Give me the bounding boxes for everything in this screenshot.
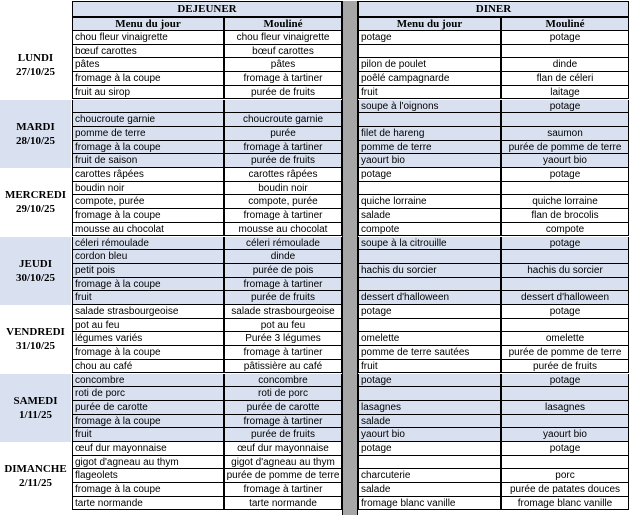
lunch-mouline-cell: purée de fruits — [224, 154, 342, 168]
dinner-menu-cell — [358, 456, 501, 470]
dinner-mouline-cell: potage — [501, 168, 629, 182]
dinner-mouline-cell — [501, 456, 629, 470]
lunch-menu-cell: bœuf carottes — [72, 45, 224, 59]
dinner-menu-cell: pomme de terre sautées — [358, 346, 501, 360]
dinner-mouline-cell: porc — [501, 469, 629, 483]
lunch-menu-cell: compote, purée — [72, 195, 224, 209]
lunch-menu-cell: fromage à la coupe — [72, 209, 224, 223]
lunch-mouline-cell: mousse au chocolat — [224, 223, 342, 237]
lunch-menu-cell: gigot d'agneau au thym — [72, 456, 224, 470]
lunch-menu-cell: pot au feu — [72, 319, 224, 333]
dinner-menu-cell: dessert d'halloween — [358, 291, 501, 305]
dinner-mouline-cell: yaourt bio — [501, 428, 629, 442]
dinner-menu-cell: yaourt bio — [358, 428, 501, 442]
dinner-mouline-cell: potage — [501, 31, 629, 45]
day-date: 28/10/25 — [15, 134, 56, 147]
dinner-menu-cell — [358, 113, 501, 127]
dinner-menu-cell: pomme de terre — [358, 141, 501, 155]
dinner-menu-cell: yaourt bio — [358, 154, 501, 168]
lunch-menu-cell: flageolets — [72, 469, 224, 483]
dinner-mouline-cell — [501, 45, 629, 59]
lunch-menu-cell: purée de carotte — [72, 401, 224, 415]
lunch-menu-cell: fromage à la coupe — [72, 72, 224, 86]
lunch-header: DEJEUNER — [72, 1, 342, 17]
lunch-mouline-cell: tarte normande — [224, 497, 342, 511]
lunch-menu-cell: fruit — [72, 291, 224, 305]
day-name: VENDREDI — [6, 326, 65, 339]
lunch-mouline-cell: dinde — [224, 250, 342, 264]
lunch-mouline-cell: purée de pois — [224, 264, 342, 278]
dinner-mouline-cell — [501, 319, 629, 333]
dinner-menu-cell: pilon de poulet — [358, 58, 501, 72]
lunch-menu-cell: fruit de saison — [72, 154, 224, 168]
lunch-mouline-cell: pâtissière au café — [224, 360, 342, 374]
day-label-lundi — [0, 31, 71, 100]
lunch-mouline-cell: salade strasbourgeoise — [224, 305, 342, 319]
lunch-mouline-cell: choucroute garnie — [224, 113, 342, 127]
dinner-mouline-cell: potage — [501, 374, 629, 388]
dinner-menu-cell: salade — [358, 209, 501, 223]
dinner-mouline-header: Mouliné — [501, 17, 629, 31]
dinner-mouline-cell: purée de pomme de terre — [501, 141, 629, 155]
dinner-mouline-cell: potage — [501, 305, 629, 319]
dinner-mouline-cell: purée de pomme de terre — [501, 346, 629, 360]
lunch-menu-cell: choucroute garnie — [72, 113, 224, 127]
lunch-mouline-cell: Purée 3 légumes — [224, 332, 342, 346]
dinner-mouline-cell: potage — [501, 442, 629, 456]
dinner-header: DINER — [358, 1, 629, 17]
day-label-jeudi — [0, 237, 71, 306]
lunch-menu-cell — [72, 100, 224, 114]
dinner-menu-cell — [358, 182, 501, 196]
dinner-mouline-cell: fromage blanc vanille — [501, 497, 629, 511]
dinner-menu-cell: potage — [358, 305, 501, 319]
lunch-menu-cell: roti de porc — [72, 387, 224, 401]
day-name: SAMEDI — [13, 394, 58, 407]
lunch-menu-cell: chou fleur vinaigrette — [72, 31, 224, 45]
dinner-mouline-cell — [501, 113, 629, 127]
dinner-mouline-cell: dessert d'halloween — [501, 291, 629, 305]
lunch-menu-cell: petit pois — [72, 264, 224, 278]
day-label-samedi — [0, 374, 71, 443]
lunch-menu-cell: fruit — [72, 428, 224, 442]
lunch-mouline-cell: fromage à tartiner — [224, 209, 342, 223]
lunch-menu-cell: légumes variés — [72, 332, 224, 346]
dinner-mouline-cell: potage — [501, 237, 629, 251]
dinner-menu-cell: potage — [358, 168, 501, 182]
dinner-menu-cell: soupe à la citrouille — [358, 237, 501, 251]
day-name: JEUDI — [18, 257, 52, 270]
lunch-menu-cell: carottes râpées — [72, 168, 224, 182]
lunch-menu-cell: fruit au sirop — [72, 86, 224, 100]
lunch-mouline-cell: compote, purée — [224, 195, 342, 209]
dinner-menu-cell — [358, 278, 501, 292]
dinner-menu-cell: potage — [358, 374, 501, 388]
lunch-menu-cell: cordon bleu — [72, 250, 224, 264]
lunch-menu-cell: fromage à la coupe — [72, 483, 224, 497]
day-date: 30/10/25 — [15, 271, 56, 284]
dinner-menu-cell — [358, 45, 501, 59]
lunch-mouline-cell: pot au feu — [224, 319, 342, 333]
dinner-menu-cell — [358, 319, 501, 333]
dinner-menu-cell: fromage blanc vanille — [358, 497, 501, 511]
lunch-menu-du-jour-header: Menu du jour — [72, 17, 224, 31]
lunch-mouline-cell: bœuf carottes — [224, 45, 342, 59]
lunch-mouline-cell: fromage à tartiner — [224, 141, 342, 155]
dinner-menu-cell: fruit — [358, 360, 501, 374]
dinner-menu-cell: poêlé campagnarde — [358, 72, 501, 86]
dinner-menu-cell: quiche lorraine — [358, 195, 501, 209]
lunch-menu-cell: salade strasbourgeoise — [72, 305, 224, 319]
dinner-mouline-cell: purée de fruits — [501, 360, 629, 374]
lunch-menu-cell: œuf dur mayonnaise — [72, 442, 224, 456]
dinner-mouline-cell — [501, 415, 629, 429]
dinner-mouline-cell — [501, 278, 629, 292]
day-name: MARDI — [16, 120, 55, 133]
lunch-menu-cell: pâtes — [72, 58, 224, 72]
dinner-menu-cell: salade — [358, 415, 501, 429]
lunch-menu-cell: pomme de terre — [72, 127, 224, 141]
dinner-mouline-cell: flan de brocolis — [501, 209, 629, 223]
lunch-mouline-cell: purée de fruits — [224, 428, 342, 442]
lunch-mouline-cell: purée de fruits — [224, 291, 342, 305]
dinner-mouline-cell: purée de patates douces — [501, 483, 629, 497]
lunch-menu-cell: mousse au chocolat — [72, 223, 224, 237]
day-name: MERCREDI — [4, 189, 67, 202]
lunch-mouline-cell: purée de pomme de terre — [224, 469, 342, 483]
lunch-mouline-cell: purée de fruits — [224, 86, 342, 100]
lunch-menu-cell: concombre — [72, 374, 224, 388]
lunch-mouline-cell: fromage à tartiner — [224, 72, 342, 86]
dinner-menu-cell: hachis du sorcier — [358, 264, 501, 278]
lunch-menu-cell: chou au café — [72, 360, 224, 374]
lunch-mouline-cell: pâtes — [224, 58, 342, 72]
dinner-menu-cell: soupe à l'oignons — [358, 100, 501, 114]
lunch-mouline-cell: concombre — [224, 374, 342, 388]
lunch-menu-cell: céleri rémoulade — [72, 237, 224, 251]
dinner-mouline-cell: flan de céleri — [501, 72, 629, 86]
lunch-mouline-cell: purée — [224, 127, 342, 141]
dinner-menu-cell: fruit — [358, 86, 501, 100]
dinner-mouline-cell: hachis du sorcier — [501, 264, 629, 278]
day-name: LUNDI — [17, 52, 54, 65]
lunch-mouline-cell: fromage à tartiner — [224, 415, 342, 429]
lunch-mouline-header: Mouliné — [224, 17, 342, 31]
dinner-mouline-cell: quiche lorraine — [501, 195, 629, 209]
dinner-mouline-cell — [501, 182, 629, 196]
day-label-mardi — [0, 100, 71, 169]
day-label-dimanche — [0, 442, 71, 511]
dinner-mouline-cell: omelette — [501, 332, 629, 346]
lunch-mouline-cell: boudin noir — [224, 182, 342, 196]
dinner-menu-cell — [358, 387, 501, 401]
day-label-vendredi — [0, 305, 71, 374]
day-date: 31/10/25 — [15, 340, 56, 353]
dinner-menu-cell: charcuterie — [358, 469, 501, 483]
lunch-mouline-cell: fromage à tartiner — [224, 346, 342, 360]
dinner-mouline-cell: compote — [501, 223, 629, 237]
dinner-menu-cell: compote — [358, 223, 501, 237]
dinner-mouline-cell — [501, 387, 629, 401]
day-date: 27/10/25 — [15, 66, 56, 79]
dinner-mouline-cell: dinde — [501, 58, 629, 72]
lunch-mouline-cell: céleri rémoulade — [224, 237, 342, 251]
lunch-mouline-cell: roti de porc — [224, 387, 342, 401]
day-date: 2/11/25 — [18, 477, 52, 490]
lunch-mouline-cell: gigot d'agneau au thym — [224, 456, 342, 470]
lunch-menu-cell: fromage à la coupe — [72, 141, 224, 155]
day-date: 29/10/25 — [15, 203, 56, 216]
lunch-mouline-cell: purée de carotte — [224, 401, 342, 415]
lunch-menu-cell: fromage à la coupe — [72, 346, 224, 360]
dinner-mouline-cell: potage — [501, 100, 629, 114]
dinner-menu-cell: filet de hareng — [358, 127, 501, 141]
dinner-mouline-cell: laitage — [501, 86, 629, 100]
lunch-mouline-cell: œuf dur mayonnaise — [224, 442, 342, 456]
dinner-menu-cell: lasagnes — [358, 401, 501, 415]
day-date: 1/11/25 — [18, 408, 52, 421]
dinner-menu-cell — [358, 250, 501, 264]
day-name: DIMANCHE — [4, 463, 67, 476]
lunch-menu-cell: fromage à la coupe — [72, 415, 224, 429]
dinner-mouline-cell: saumon — [501, 127, 629, 141]
dinner-menu-cell: omelette — [358, 332, 501, 346]
lunch-mouline-cell: fromage à tartiner — [224, 278, 342, 292]
lunch-menu-cell: fromage à la coupe — [72, 278, 224, 292]
lunch-menu-cell: tarte normande — [72, 497, 224, 511]
day-label-mercredi — [0, 168, 71, 237]
dinner-mouline-cell: yaourt bio — [501, 154, 629, 168]
column-separator — [342, 1, 358, 515]
dinner-menu-cell: salade — [358, 483, 501, 497]
dinner-menu-cell: potage — [358, 31, 501, 45]
lunch-mouline-cell — [224, 100, 342, 114]
lunch-menu-cell: boudin noir — [72, 182, 224, 196]
dinner-mouline-cell: lasagnes — [501, 401, 629, 415]
dinner-menu-cell: potage — [358, 442, 501, 456]
dinner-mouline-cell — [501, 250, 629, 264]
dinner-menu-du-jour-header: Menu du jour — [358, 17, 501, 31]
lunch-mouline-cell: fromage à tartiner — [224, 483, 342, 497]
lunch-mouline-cell: chou fleur vinaigrette — [224, 31, 342, 45]
lunch-mouline-cell: carottes râpées — [224, 168, 342, 182]
